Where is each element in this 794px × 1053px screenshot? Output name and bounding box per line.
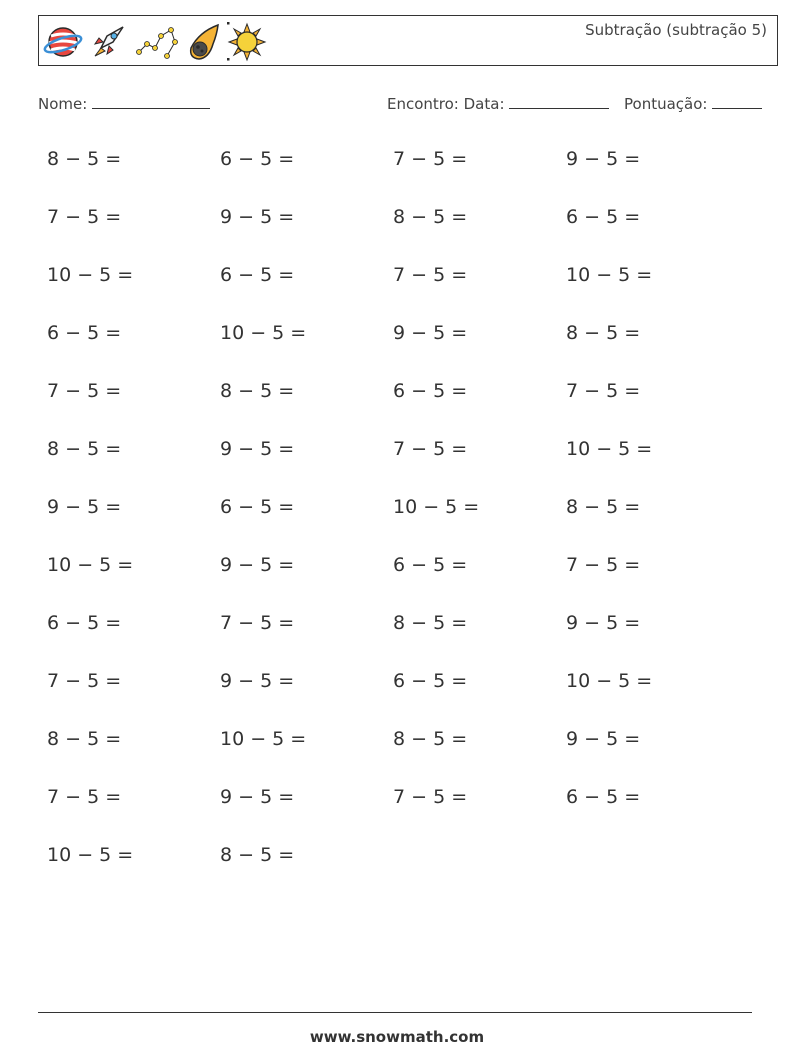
problem-item: 8 − 5 = <box>393 728 468 750</box>
score-label: Pontuação: <box>624 95 708 113</box>
date-label: Encontro: Data: <box>387 95 505 113</box>
problem-item: 10 − 5 = <box>566 438 653 460</box>
problem-item: 7 − 5 = <box>220 612 295 634</box>
problem-item: 9 − 5 = <box>220 438 295 460</box>
problem-item: 7 − 5 = <box>393 264 468 286</box>
problem-item: 7 − 5 = <box>47 786 122 808</box>
problem-item: 10 − 5 = <box>47 554 134 576</box>
name-label: Nome: <box>38 95 88 113</box>
score-blank[interactable] <box>712 93 762 109</box>
header-icons <box>43 21 267 63</box>
planet-icon <box>43 22 83 62</box>
problem-item: 10 − 5 = <box>47 844 134 866</box>
problem-item: 10 − 5 = <box>220 728 307 750</box>
footer-divider <box>38 1012 752 1013</box>
problem-item: 7 − 5 = <box>566 380 641 402</box>
rocket-icon <box>89 22 129 62</box>
problem-item: 9 − 5 = <box>393 322 468 344</box>
problem-item: 8 − 5 = <box>566 322 641 344</box>
problem-item: 7 − 5 = <box>47 670 122 692</box>
problem-item: 8 − 5 = <box>220 844 295 866</box>
problem-item: 7 − 5 = <box>393 148 468 170</box>
problem-item: 9 − 5 = <box>220 786 295 808</box>
problem-item: 6 − 5 = <box>393 554 468 576</box>
footer-url[interactable]: www.snowmath.com <box>309 1028 485 1046</box>
problem-item: 8 − 5 = <box>47 148 122 170</box>
name-blank[interactable] <box>92 93 210 109</box>
comet-icon <box>185 22 221 62</box>
problem-item: 8 − 5 = <box>566 496 641 518</box>
problem-item: 10 − 5 = <box>566 670 653 692</box>
problem-item: 9 − 5 = <box>220 206 295 228</box>
date-blank[interactable] <box>509 93 609 109</box>
problem-item: 6 − 5 = <box>47 612 122 634</box>
problem-item: 7 − 5 = <box>47 206 122 228</box>
date-field[interactable] <box>387 93 609 113</box>
problem-item: 6 − 5 = <box>220 496 295 518</box>
problem-item: 9 − 5 = <box>566 148 641 170</box>
problem-item: 7 − 5 = <box>566 554 641 576</box>
problem-item: 8 − 5 = <box>393 206 468 228</box>
problem-item: 9 − 5 = <box>566 728 641 750</box>
score-field[interactable] <box>624 93 762 113</box>
problem-item: 6 − 5 = <box>566 206 641 228</box>
problem-item: 9 − 5 = <box>47 496 122 518</box>
problem-item: 8 − 5 = <box>47 728 122 750</box>
problem-item: 8 − 5 = <box>220 380 295 402</box>
constellation-icon <box>135 22 179 62</box>
problem-item: 10 − 5 = <box>220 322 307 344</box>
problem-item: 9 − 5 = <box>220 554 295 576</box>
problem-item: 9 − 5 = <box>566 612 641 634</box>
problem-item: 6 − 5 = <box>220 148 295 170</box>
problem-item: 7 − 5 = <box>47 380 122 402</box>
name-field[interactable] <box>38 93 210 113</box>
worksheet-title: Subtração (subtração 5) <box>585 21 767 39</box>
problem-item: 9 − 5 = <box>220 670 295 692</box>
problem-item: 6 − 5 = <box>566 786 641 808</box>
header-box <box>38 15 778 66</box>
problem-item: 8 − 5 = <box>393 612 468 634</box>
problem-item: 6 − 5 = <box>220 264 295 286</box>
problem-item: 6 − 5 = <box>393 380 468 402</box>
sun-icon <box>227 22 267 62</box>
problem-item: 10 − 5 = <box>47 264 134 286</box>
problem-item: 6 − 5 = <box>393 670 468 692</box>
problem-item: 10 − 5 = <box>566 264 653 286</box>
problem-item: 7 − 5 = <box>393 438 468 460</box>
problem-item: 8 − 5 = <box>47 438 122 460</box>
problem-item: 10 − 5 = <box>393 496 480 518</box>
problem-item: 7 − 5 = <box>393 786 468 808</box>
problem-item: 6 − 5 = <box>47 322 122 344</box>
